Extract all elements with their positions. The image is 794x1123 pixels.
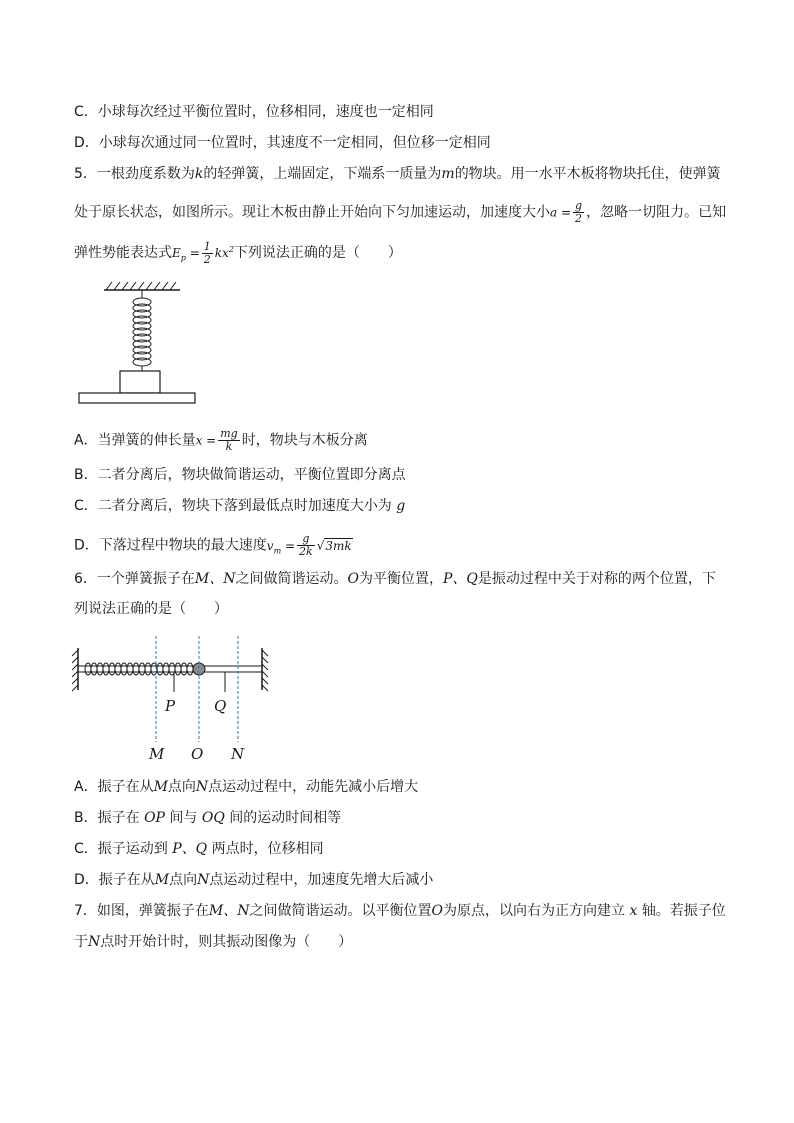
horizontal-oscillator-figure (68, 636, 278, 766)
option-5a: A．当弹簧的伸长量x = $\frac{mg}{k}$ 时，物块与木板分离 (74, 427, 368, 453)
option-5b: B．二者分离后，物块做简谐运动，平衡位置即分离点 (74, 467, 406, 483)
label-P: P (165, 697, 176, 715)
option-5c: C．二者分离后，物块下落到最低点时加速度大小为 g (74, 498, 406, 514)
option-6c: C．振子运动到 P、Q 两点时，位移相同 (74, 841, 324, 857)
option-6b: B．振子在 OP 间与 OQ 间的运动时间相等 (74, 810, 342, 826)
option-5d: D．下落过程中物块的最大速度$v_m$ = $\frac{g}{2k}$ √3mk (74, 532, 352, 558)
question-5-line-1: 5．一根劲度系数为k的轻弹簧，上端固定，下端系一质量为m的物块。用一水平木板将物块托住，使弹簧 (74, 166, 721, 182)
label-Q: Q (214, 697, 227, 715)
option-6d: D．振子在从M点向N点运动过程中，加速度先增大后减小 (74, 872, 434, 888)
option-6a: A．振子在从M点向N点运动过程中，动能先减小后增大 (74, 779, 419, 795)
question-5-line-2: 处于原长状态，如图所示。现让木板由静止开始向下匀加速运动，加速度大小a = $\frac{g}{2}$ ，忽略一切阻力。已知 (74, 199, 727, 225)
label-O: O (191, 745, 204, 763)
label-N: N (231, 745, 245, 763)
question-6-line-2: 列说法正确的是（ ） (74, 601, 228, 617)
question-7-line-1: 7．如图，弹簧振子在M、N之间做简谐运动。以平衡位置O为原点，以向右为正方向建立 x 轴。若振子位 (74, 903, 726, 919)
option-4c: C．小球每次经过平衡位置时，位移相同，速度也一定相同 (74, 104, 434, 120)
question-7-line-2: 于N点时开始计时，则其振动图像为（ ） (74, 934, 353, 950)
question-5-line-3: 弹性势能表达式$E_p$ = $\frac{1}{2}$ $kx^2$下列说法正确的是（ ） (74, 239, 402, 266)
option-4d: D．小球每次通过同一位置时，其速度不一定相同，但位移一定相同 (74, 135, 491, 151)
spring-block-figure (74, 280, 204, 410)
question-6-line-1: 6．一个弹簧振子在M、N之间做简谐运动。O为平衡位置，P、Q是振动过程中关于对称的两个位置，下 (74, 571, 716, 587)
label-M: M (149, 745, 165, 763)
